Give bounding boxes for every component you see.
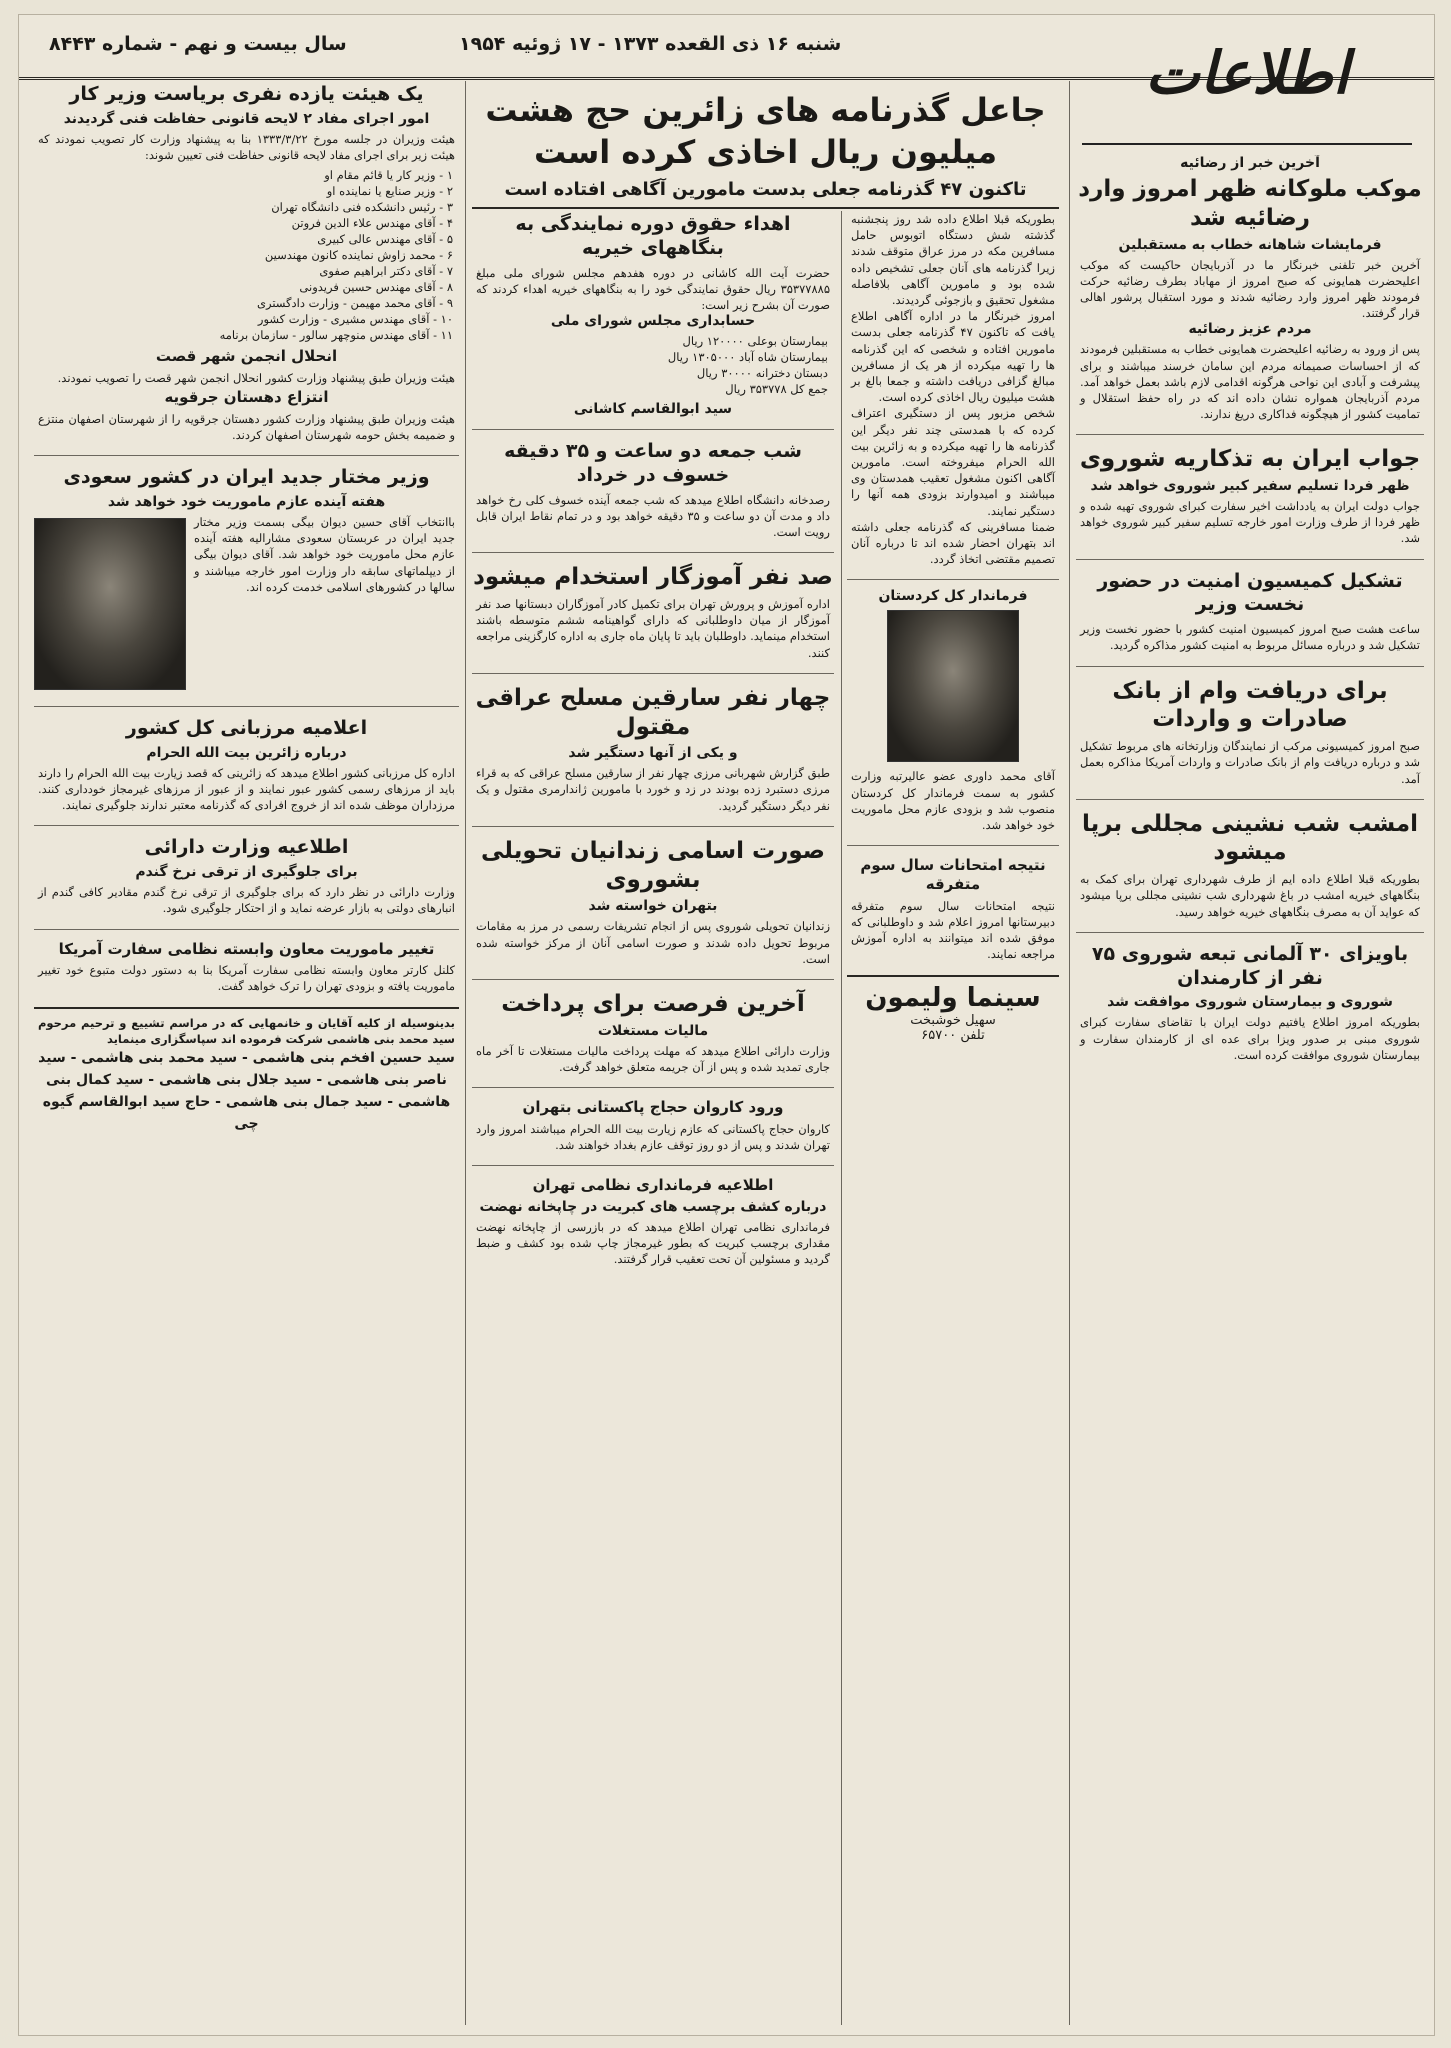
- subhead: مردم عزیز رضائیه: [1188, 321, 1312, 338]
- newspaper-page: [18, 14, 1435, 2036]
- list-item: بیمارستان بوعلی ۱۲۰۰۰۰ ریال: [682, 334, 828, 349]
- subhead: و یکی از آنها دستگیر شد: [568, 745, 738, 762]
- article-us-attache: [34, 929, 459, 995]
- headline: اعلامیه مرزبانی کل کشور: [125, 717, 368, 740]
- article-text: باانتخاب آقای حسین دیوان بیگی بسمت وزیر مختار جدید ایران در عربستان سعودی مشارالیه هفته آینده عازم محل ماموریت خود خواهد شد. آقای دیوان بیگی از دیپلماتهای سابقه دار وزارت امور خارجه میباشند و سالها در کشورهای اسلامی خدمت کرده اند.: [194, 515, 455, 594]
- headline: نتیجه امتحانات سال سوم متفرقه: [860, 856, 1046, 894]
- article-text: وزارت دارائی در نظر دارد که برای جلوگیری از ترقی نرخ گندم مقادیر کافی گندم از انبارهای دولتی به بازار عرضه نماید و از احتکار جلوگیری شود.: [38, 885, 455, 916]
- article-text: هیئت وزیران طبق پیشنهاد وزارت کشور انحلال انجمن شهر قصت را تصویب نمودند.: [57, 370, 455, 385]
- article-teachers: [472, 552, 834, 661]
- article-text: فرمانداری نظامی تهران اطلاع میدهد که در بازرسی از چاپخانه نهضت مقداری برچسب کبریت که بطور غیرمجاز چاپ شده بود کشف و ضبط گردید و مسئولین آن تحت تعقیب قرار گرفتند.: [476, 1220, 830, 1267]
- article-security-commission: [1076, 559, 1424, 654]
- subhead: هفته آینده عازم ماموریت خود خواهد شد: [107, 494, 386, 511]
- list-item: ۶ - محمد زاوش نماینده کانون مهندسین: [264, 248, 453, 263]
- column-divider: [1069, 81, 1070, 2025]
- article-finance-ministry: [34, 825, 459, 916]
- article-soviet-visas: [1076, 932, 1424, 1063]
- article-text: طبق گزارش شهربانی مرزی چهار نفر از سارقین مسلح عراقی که به قراء مرزی دستبرد زده بودند در زد و خورد با مامورین ژاندارمری مقتول و یک نفر دیگر دستگیر گردید.: [476, 766, 830, 813]
- headline: ورود کاروان حجاج پاکستانی بتهران: [522, 1098, 784, 1117]
- list-item: ۱۰ - آقای مهندس مشیری - وزارت کشور: [257, 312, 453, 327]
- issue-number: سال بیست و نهم - شماره ۸۴۴۳: [49, 33, 347, 55]
- article-text: اداره کل مرزبانی کشور اطلاع میدهد که زائرینی که قصد زیارت بیت الله الحرام را دارند باید از مرزهای رسمی کشور عبور نمایند و از عبور از مرزهای غیرمجاز خودداری کنند. مرزداران موظف شده اند از خروج افرادی که گذرنامه معتبر ندارند جلوگیری نمایند.: [38, 765, 455, 813]
- subhead: ظهر فردا تسلیم سفیر کبیر شوروی خواهد شد: [1090, 478, 1410, 495]
- article-text: هیئت وزیران طبق پیشنهاد وزارت کشور دهستان جرقویه را از شهرستان اصفهان منتزع و ضمیمه بخش حومه شهرستان اصفهان کردند.: [38, 411, 455, 443]
- list-item: ۱۱ - آقای مهندس منوچهر سالور - سازمان برنامه: [219, 328, 453, 343]
- article-labor-commission: [34, 83, 459, 443]
- subhead: درباره کشف برچسب های کبریت در چاپخانه نهضت: [479, 1199, 827, 1216]
- list-item: بیمارستان شاه آباد ۱۳۰۵۰۰۰ ریال: [667, 350, 828, 365]
- list-item: ۴ - آقای مهندس علاء الدین فروتن: [291, 216, 453, 231]
- banner-story: [472, 81, 1059, 209]
- headline: چهار نفر سارقین مسلح عراقی مقتول: [475, 684, 831, 740]
- article-armed-robbers: [472, 673, 834, 814]
- governor-portrait: [887, 610, 1019, 762]
- article-martial-law-notice: [472, 1165, 834, 1267]
- article-governor-kurdistan: [847, 579, 1059, 833]
- donation-list: [478, 333, 828, 397]
- headline: صد نفر آموزگار استخدام میشود: [473, 564, 833, 591]
- thank-you-notice: [34, 1007, 459, 1135]
- headline: انحلال انجمن شهر قصت: [155, 347, 338, 366]
- cinema-manager: سهیل خوشبخت: [910, 1012, 996, 1028]
- article-text: حضرت آیت الله کاشانی در دوره هفدهم مجلس شورای ملی مبلغ ۳۵۳۷۷۸۸۵ ریال حقوق نمایندگی خود را به بنگاههای خیریه اهداء کردند که صورت آن بشرح زیر است:: [476, 265, 830, 312]
- article-text: جواب دولت ایران به یادداشت اخیر سفارت کبرای شوروی تهیه شده و ظهر فردا از طرف وزارت امور خارجه تسلیم سفیر کبیر شوروی خواهد شد.: [1080, 499, 1420, 546]
- column-4: [34, 81, 459, 2025]
- cinema-phone: تلفن ۶۵۷۰۰: [921, 1027, 985, 1043]
- headline: برای دریافت وام از بانک صادرات و واردات: [1112, 677, 1388, 733]
- list-item: ۳ - رئیس دانشکده فنی دانشگاه تهران: [271, 200, 453, 215]
- list-item: ۸ - آقای مهندس حسین فریدونی: [299, 280, 453, 295]
- subhead: امور اجرای مفاد ۲ لایحه قانونی حفاظت فنی گردیدند: [63, 110, 430, 127]
- article-royal-visit: [1076, 155, 1424, 422]
- article-text: امروز خبرنگار ما در اداره آگاهی اطلاع یافت که تاکنون ۴۷ گذرنامه جعلی بدست مامورین افتاده و شخصی که این گذرنامه ها را تهیه میکرده از هر یک از مسافرین مبالغ گزافی دریافت داشته و جمعا بالغ بر هشت میلیون ریال اخاذی کرده است.: [851, 309, 1055, 405]
- article-exam-results: [847, 845, 1059, 962]
- list-item: ۹ - آقای محمد مهیمن - وزارت دادگستری: [256, 296, 453, 311]
- article-text: آقای محمد داوری عضو عالیرتبه وزارت کشور به سمت فرماندار کل کردستان منصوب شد و بزودی عازم محل ماموریت خود خواهد شد.: [851, 769, 1055, 833]
- notice-text: بدینوسیله از کلیه آقایان و خانمهایی که در مراسم تشییع و ترحیم مرحوم سید محمد بنی هاشمی شرکت فرموده اند سپاسگزاری مینماید: [38, 1015, 455, 1046]
- headline: جواب ایران به تذکاریه شوروی: [1079, 446, 1421, 473]
- headline: آخرین فرصت برای پرداخت: [501, 991, 805, 1017]
- article-text: ساعت هشت صبح امروز کمیسیون امنیت کشور با حضور نخست وزیر تشکیل شد و درباره مسائل مربوط به امنیت کشور مذاکره گردید.: [1080, 622, 1420, 653]
- article-tax-deadline: [472, 979, 834, 1075]
- article-kashani-donation: [472, 213, 834, 417]
- headline: تشکیل کمیسیون امنیت در حضور نخست وزیر: [1097, 569, 1403, 616]
- headline: وزیر مختار جدید ایران در کشور سعودی: [63, 466, 430, 489]
- article-text: ضمنا مسافرینی که گذرنامه جعلی داشته اند بتهران احضار شده اند تا درباره آنان تصمیم مقتضی اتخاذ گردد.: [851, 519, 1055, 567]
- list-item: ۵ - آقای مهندس عالی کبیری: [317, 232, 453, 247]
- photo-caption: فرماندار کل کردستان: [878, 588, 1028, 605]
- article-text: رصدخانه دانشگاه اطلاع میدهد که شب جمعه آینده خسوف کلی رخ خواهد داد و مدت آن دو ساعت و ۳۵ دقیقه خواهد بود و در تمام نقاط ایران قابل رویت است.: [476, 492, 830, 540]
- article-export-import-bank: [1076, 666, 1424, 787]
- headline: صورت اسامی زندانیان تحویلی بشوروی: [481, 837, 825, 893]
- article-text: وزارت دارائی اطلاع میدهد که مهلت پرداخت مالیات مستغلات تا آخر ماه جاری تمدید شده و پس از آن جریمه متعلق خواهد گرفت.: [476, 1043, 830, 1074]
- list-item: دبستان دخترانه ۳۰۰۰۰ ریال: [696, 366, 828, 381]
- article-pakistani-pilgrims: [472, 1087, 834, 1153]
- kicker: آخرین خبر از رضائیه: [1180, 155, 1320, 171]
- article-border-guard: [34, 706, 459, 813]
- logo-text: اطلاعات: [1145, 39, 1349, 107]
- article-new-envoy-saudi: [34, 455, 459, 694]
- headline: یک هیئت یازده نفری بریاست وزیر کار: [69, 83, 424, 105]
- article-text: شخص مزبور پس از دستگیری اعتراف کرده که با همدستی چند نفر دیگر این گذرنامه ها را تهیه میکرده و به زائرین بیت الله الحرام میفروخته است. مامورین آگاهی اکنون مشغول تعقیب همدستان وی میباشند و امیدوارند بزودی همه آنها را دستگیر نمایند.: [851, 406, 1055, 518]
- column-1: [1076, 155, 1424, 2025]
- headline: اطلاعیه فرمانداری نظامی تهران: [532, 1176, 774, 1195]
- article-eclipse: [472, 429, 834, 540]
- article-text: بطوریکه امروز اطلاع یافتیم دولت ایران با تقاضای سفارت کبرای شوروی مبنی بر صدور ویزا برای عده ای از کارمندان سفارت و بیمارستان شوروی موافقت کرده است.: [1080, 1015, 1420, 1062]
- banner-subhead: تاکنون ۴۷ گذرنامه جعلی بدست مامورین آگاهی افتاده است: [504, 179, 1027, 200]
- article-prisoners: [472, 826, 834, 967]
- headline: اطلاعیه وزارت دارائی: [144, 836, 349, 859]
- issue-date: شنبه ۱۶ ذی القعده ۱۳۷۳ - ۱۷ ژوئیه ۱۹۵۴: [459, 33, 842, 55]
- headline: موکب ملوکانه ظهر امروز وارد رضائیه شد: [1078, 176, 1422, 231]
- headline: امشب شب نشینی مجللی برپا میشود: [1081, 810, 1419, 866]
- article-text: کلنل کارتر معاون وابسته نظامی سفارت آمریکا بنا به دستور دولت متبوع خود تغییر ماموریت یافته و بزودی تهران را ترک خواهد گفت.: [38, 963, 455, 994]
- notice-names: سید حسین افخم بنی هاشمی - سید محمد بنی هاشمی - سید ناصر بنی هاشمی - سید جلال بنی هاشمی - سید کمال بنی هاشمی - سید جمال بنی هاشمی - حاج سید ابوالقاسم گیوه چی: [38, 1050, 455, 1133]
- column-2: [847, 211, 1059, 2025]
- subhead: بتهران خواسته شد: [588, 898, 718, 915]
- list-item: ۷ - آقای دکتر ابراهیم صفوی: [319, 264, 453, 279]
- article-text: اداره آموزش و پرورش تهران برای تکمیل کادر آموزگاران دبستانها صد نفر آموزگار از میان داوطلبانی که دارای گواهینامه ششم متوسطه باشند استخدام مینماید. داوطلبان باید تا پایان ماه جاری به اداره کارگزینی مراجعه کنند.: [476, 596, 830, 660]
- article-text: آخرین خبر تلفنی خبرنگار ما در آذربایجان حاکیست که موکب اعلیحضرت همایونی که صبح امروز از مهاباد بطرف رضائیه حرکت فرمودند ظهر امروز وارد رضائیه شدند و مورد استقبال پرشور اهالی قرار گرفتند.: [1080, 257, 1420, 321]
- list-item: ۱ - وزیر کار یا قائم مقام او: [324, 168, 453, 183]
- article-text: بطوریکه قبلا اطلاع داده ایم از طرف شهرداری تهران برای کمک به بنگاههای خیریه امشب در باغ شهرداری شب نشینی مجللی برپا میشود که عواید آن به مصرف بنگاههای خیریه خواهد رسید.: [1080, 872, 1420, 919]
- article-text: نتیجه امتحانات سال سوم متفرقه دبیرستانها امروز اعلام شد و داوطلبانی که موفق شده اند میتوانند به اداره آموزش مراجعه نمایند.: [851, 898, 1055, 962]
- article-forged-passports: [847, 211, 1059, 567]
- cinema-name: سینما ولیمون: [865, 982, 1041, 1013]
- subhead: حسابداری مجلس شورای ملی: [550, 313, 756, 330]
- subhead: فرمایشات شاهانه خطاب به مستقبلین: [1118, 236, 1382, 253]
- banner-headline: جاعل گذرنامه های زائرین حج هشت میلیون ریال اخاذی کرده است: [485, 91, 1046, 171]
- headline: شب جمعه دو ساعت و ۳۵ دقیقه خسوف در خرداد: [504, 440, 802, 486]
- column-3: [472, 211, 834, 2025]
- subhead: شوروی و بیمارستان شوروی موافقت شد: [1107, 994, 1393, 1011]
- subhead: مالیات مستغلات: [597, 1022, 709, 1039]
- headline: انتزاع دهستان جرقویه: [164, 388, 329, 407]
- subhead: برای جلوگیری از ترقی نرخ گندم: [135, 864, 358, 881]
- newspaper-logo: [1082, 23, 1412, 145]
- list-item: ۲ - وزیر صنایع یا نماینده او: [326, 184, 453, 199]
- article-text: بطوریکه قبلا اطلاع داده شد روز پنجشنبه گذشته شش دستگاه اتوبوس حامل مسافرین مکه در مرز عراق متوقف شدند زیرا گذرنامه های آنان جعلی تشخیص داده شده بود و مامورین آگاهی بلافاصله مشغول تحقیق و بازجوئی گردیدند.: [851, 212, 1055, 308]
- article-text: کاروان حجاج پاکستانی که عازم زیارت بیت الله الحرام میباشند امروز وارد تهران شدند و پس از دو روز توقف عازم بغداد خواهند شد.: [476, 1121, 830, 1153]
- envoy-portrait: [34, 518, 186, 690]
- signature: سید ابوالقاسم کاشانی: [573, 401, 733, 418]
- headline: باویزای ۳۰ آلمانی تبعه شوروی ۷۵ نفر از کارمندان: [1091, 942, 1409, 989]
- headline: اهداء حقوق دوره نمایندگی به بنگاههای خیریه: [515, 213, 791, 259]
- headline: تغییر ماموریت معاون وابسته نظامی سفارت آمریکا: [58, 939, 435, 958]
- subhead: درباره زائرین بیت الله الحرام: [146, 744, 347, 761]
- cinema-ad: [847, 975, 1059, 1043]
- article-text: هیئت وزیران در جلسه مورخ ۱۳۳۳/۳/۲۲ بنا به پیشنهاد وزارت کار تصویب نمودند که هیئت زیر برای اجرای مفاد لایحه قانونی حفاظت فنی تعیین شوند:: [38, 131, 455, 162]
- article-text: صبح امروز کمیسیونی مرکب از نمایندگان وزارتخانه های مربوط تشکیل شد و درباره دریافت وام از بانک صادرات و واردات آمریکا مذاکره بعمل آمد.: [1080, 739, 1420, 786]
- commission-members-list: [40, 167, 453, 343]
- column-divider: [465, 81, 466, 2025]
- article-text: پس از ورود به رضائیه اعلیحضرت همایونی خطاب به مستقبلین فرمودند که از احساسات صمیمانه مردم این سامان خرسند میباشند و برای پیشرفت و آبادی این نواحی هرگونه اقدامی لازم باشد بعمل خواهد آمد. مردم آذربایجان همواره نشان داده اند که در راه حفظ استقلال و تمامیت کشور از هیچگونه فداکاری دریغ ندارند.: [1080, 342, 1420, 422]
- article-charity-party: [1076, 799, 1424, 920]
- article-soviet-reply: [1076, 434, 1424, 546]
- list-item: جمع کل ۳۵۳۷۷۸ ریال: [725, 382, 828, 397]
- column-divider: [841, 211, 842, 2025]
- article-text: زندانیان تحویلی شوروی پس از انجام تشریفات رسمی در مرز به مقامات مربوط تحویل داده شدند و صورت اسامی آنان از مرکز خواسته شده است.: [476, 919, 831, 966]
